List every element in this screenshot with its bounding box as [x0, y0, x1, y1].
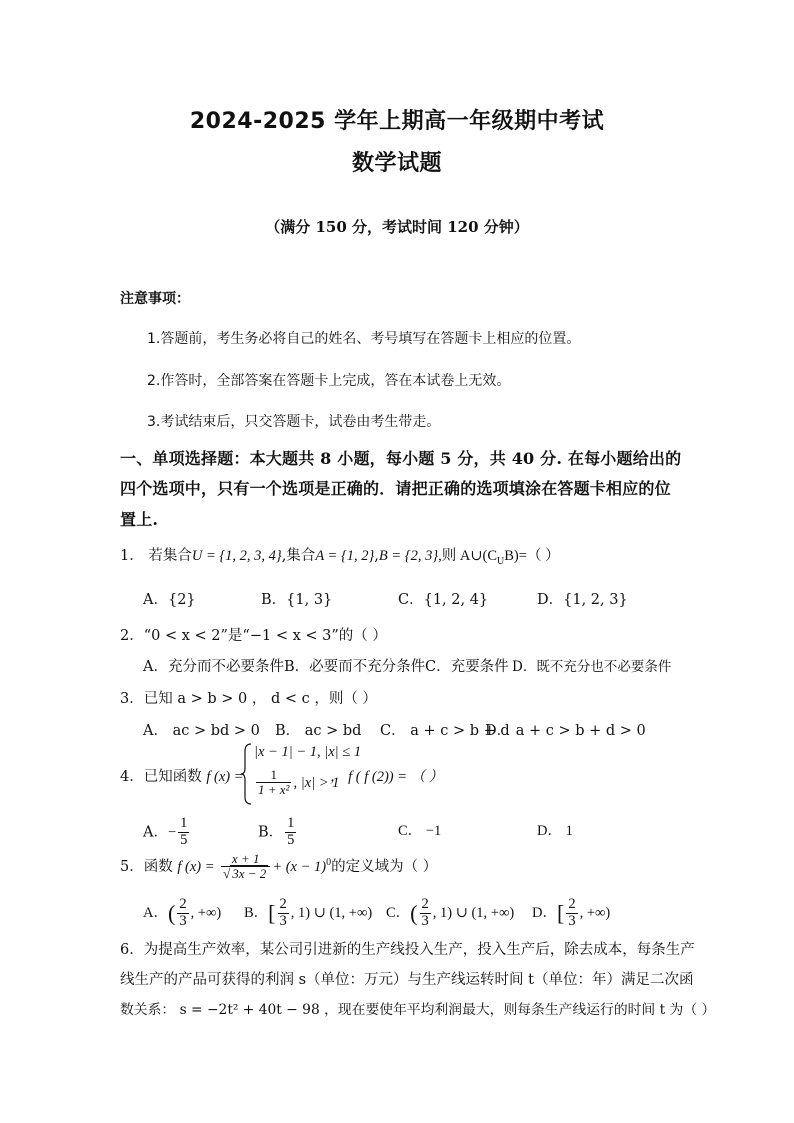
fraction: [566, 897, 577, 930]
radicand: 3x − 2: [232, 866, 267, 882]
numerator: 1: [256, 768, 291, 783]
question-6-line: 线生产的产品可获得的利润 s（单位：万元）与生产线运转时间 t（单位：年）满足二次函: [120, 972, 694, 988]
question-4: [120, 765, 244, 786]
option-label: C．: [386, 904, 411, 921]
question-number: 5．: [120, 858, 144, 875]
exam-title: 2024-2025 学年上期高一年级期中考试: [189, 109, 605, 134]
interval-tail: , 1) ∪ (1, +∞): [290, 904, 373, 921]
option-c: C．充要条件: [425, 659, 509, 675]
option-a: [143, 897, 221, 930]
bracket: [: [268, 900, 276, 926]
numerator: 2: [421, 896, 429, 912]
bracket: [: [556, 900, 565, 926]
denominator: [221, 867, 270, 881]
question-number: 2．: [120, 628, 144, 644]
math-expr: A = {1, 2}: [315, 548, 375, 564]
fraction: [256, 768, 291, 798]
fraction: [177, 897, 188, 930]
option-c: [386, 897, 514, 930]
fraction: [278, 897, 289, 930]
interval-tail: , +∞): [579, 904, 611, 921]
denominator: 3: [421, 912, 429, 929]
question-text: ,: [374, 548, 379, 564]
option-b: [244, 897, 372, 930]
notice-item: 2.作答时，全部答案在答题卡上完成，答在本试卷上无效。: [147, 373, 511, 389]
bracket: (: [410, 900, 418, 926]
option-d: [532, 897, 610, 930]
numerator: 2: [568, 896, 576, 912]
denominator: 5: [287, 831, 295, 848]
math-expr: f (x) =: [206, 769, 244, 785]
sqrt-icon: √: [223, 866, 231, 882]
option-label: A．: [143, 824, 168, 841]
numerator: 1: [180, 815, 188, 831]
fraction: [221, 852, 270, 882]
math-expr: f (x) =: [177, 858, 215, 875]
option-c: C．{1, 2, 4}: [398, 592, 489, 608]
math-expr: + (x − 1): [272, 858, 327, 875]
option-b: B．必要而不充分条件: [284, 659, 426, 675]
denominator: 3: [279, 912, 287, 929]
question-text: ,集合: [281, 548, 316, 564]
option-label: A．: [143, 904, 168, 921]
numerator: 2: [179, 896, 187, 912]
denominator: 3: [179, 912, 187, 929]
question-text: “0 < x < 2”是“−1 < x < 3”的（ ）: [143, 628, 387, 644]
denominator: 5: [180, 831, 188, 848]
fraction: [178, 816, 189, 849]
fraction: [285, 816, 296, 849]
exponent: 0: [326, 856, 332, 868]
piecewise-case-1: |x − 1| − 1, |x| ≤ 1: [254, 744, 362, 760]
question-6: 6．为提高生产效率，某公司引进新的生产线投入生产，投入生产后，除去成本，每条生产: [120, 942, 695, 958]
option-b: B． ac > bd: [275, 723, 362, 739]
section-heading: 四个选项中，只有一个选项是正确的．请把正确的选项填涂在答题卡相应的位: [120, 479, 671, 498]
option-label: B．: [258, 824, 284, 841]
option-d: D．{1, 2, 3}: [537, 592, 628, 608]
question-text: 若集合: [148, 548, 192, 564]
option-a: A． ac > bd > 0: [143, 723, 260, 739]
question-text: 已知函数: [143, 769, 202, 785]
question-text: 已知 a > b > 0 ， d < c ，则（ ）: [143, 691, 377, 707]
interval-tail: , 1) ∪ (1, +∞): [432, 904, 515, 921]
option-d: D． 1: [537, 823, 573, 839]
interval-tail: , +∞): [190, 904, 222, 921]
question-number: 3．: [120, 691, 144, 707]
question-6-line: 数关系： s = −2t² + 40t − 98 ，现在要使年平均利润最大，则每条生产线运行的时间 t 为（ ）: [120, 1002, 716, 1018]
denominator: 3: [568, 912, 576, 929]
piecewise-case-2: [254, 768, 339, 798]
question-number: 1．: [120, 548, 144, 564]
question-2: [120, 624, 387, 645]
option-b: [258, 816, 298, 849]
notice-heading: 注意事项：: [120, 291, 190, 307]
question-number: 4．: [120, 769, 144, 785]
notice-item: 1.答题前，考生务必将自己的姓名、考号填写在答题卡上相应的位置。: [147, 331, 581, 347]
subscript: U: [497, 555, 505, 567]
question-text: B)=（ ）: [504, 548, 560, 564]
option-d: D． a + c > b + d > 0: [485, 723, 646, 739]
question-text: ,则 A∪(C: [438, 548, 498, 564]
question-tail: ， f ( f (2)) = （ ）: [330, 769, 444, 785]
numerator: 2: [279, 896, 287, 912]
question-text: 的定义域为（ ）: [331, 858, 438, 875]
exam-info: （满分 150 分，考试时间 120 分钟）: [265, 218, 529, 236]
section-heading: 一、单项选择题：本大题共 8 小题，每小题 5 分，共 40 分. 在每小题给出的: [120, 449, 682, 468]
notice-item: 3.考试结束后，只交答题卡，试卷由考生带走。: [147, 414, 441, 430]
fraction: [420, 897, 431, 930]
bracket: (: [167, 900, 176, 926]
section-heading: 置上.: [120, 510, 159, 529]
math-expr: U = {1, 2, 3, 4}: [191, 548, 282, 564]
question-3: [120, 687, 377, 708]
option-label: D．: [532, 904, 557, 921]
exam-subject: 数学试题: [351, 151, 442, 176]
option-c: C． −1: [398, 823, 442, 839]
option-a: A．{2}: [143, 592, 196, 608]
option-d: D．既不充分也不必要条件: [512, 659, 672, 675]
option-a: A．充分而不必要条件: [143, 659, 284, 675]
piecewise-brace: [240, 743, 252, 805]
option-b: B．{1, 3}: [261, 592, 333, 608]
option-label: B．: [244, 904, 269, 921]
numerator: x + 1: [221, 852, 270, 867]
denominator: 1 + x²: [258, 782, 290, 798]
option-a: [143, 816, 191, 849]
question-1: [120, 544, 560, 567]
question-text: 函数: [143, 858, 173, 875]
option-c: C． a + c > b + d: [380, 723, 510, 739]
numerator: 1: [287, 815, 295, 831]
sign: −: [167, 824, 177, 841]
question-5: [120, 852, 437, 882]
condition: , |x| > 1: [293, 774, 340, 791]
math-expr: B = {2, 3}: [378, 548, 439, 564]
